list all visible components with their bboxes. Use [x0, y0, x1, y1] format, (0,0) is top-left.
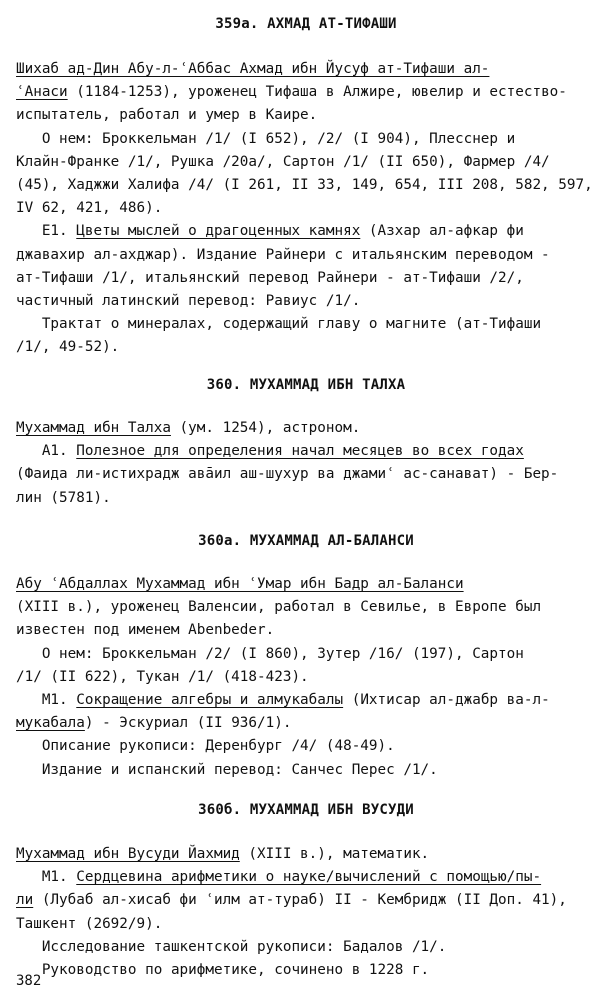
text-line: Мухаммад ибн Вусуди Йахмид (XIII в.), математик. — [16, 846, 430, 862]
section-heading: 360а. МУХАММАД АЛ-БАЛАНСИ — [198, 533, 414, 549]
text-line: известен под именем Abenbeder. — [16, 622, 275, 639]
text-line: О нем: Броккельман /2/ (I 860), Зутер /16/ (197), Сартон — [41, 645, 524, 662]
text-line: джавахир ал-ахджар). Издание Райнери с итальянским переводом - — [16, 246, 550, 263]
section-heading: 360б. МУХАММАД ИБН ВУСУДИ — [198, 802, 414, 818]
entry-body — [16, 573, 596, 782]
text-line: О нем: Броккельман /1/ (I 652), /2/ (I 904), Плесснер и — [41, 130, 516, 147]
text-line: М1. Сокращение алгебры и алмукабалы (Ихтисар ал-джабр ва-л- — [16, 692, 550, 709]
text-line: Е1. Цветы мыслей о драгоценных камнях (Азхар ал-афкар фи — [16, 223, 524, 240]
text-line: IV 62, 421, 486). — [16, 200, 163, 217]
text-line: Трактат о минералах, содержащий главу о магните (ат-Тифаши — [41, 316, 542, 333]
text-line: Издание и испанский перевод: Санчес Перес /1/. — [41, 761, 438, 778]
text-line: ʿАнаси (1184-1253), уроженец Тифаша в Алжире, ювелир и естество- — [16, 84, 567, 101]
section-heading: 359а. АХМАД АТ-ТИФАШИ — [215, 16, 397, 32]
text-line: частичный латинский перевод: Равиус /1/. — [16, 293, 361, 310]
page-number: 382 — [16, 973, 42, 989]
text-line: /1/ (II 622), Тукан /1/ (418-423). — [16, 668, 309, 685]
text-line: Мухаммад ибн Талха (ум. 1254), астроном. — [16, 420, 361, 436]
text-line: А1. Полезное для определения начал месяцев во всех годах — [16, 443, 524, 460]
text-line: Руководство по арифметике, сочинено в 1228 г. — [41, 962, 430, 979]
text-line: испытатель, работал и умер в Каире. — [16, 107, 318, 124]
text-line: (XIII в.), уроженец Валенсии, работал в Севилье, в Европе был — [16, 599, 542, 616]
entry-body — [16, 58, 596, 360]
text-line: лин (5781). — [16, 489, 111, 506]
text-line: ат-Тифаши /1/, итальянский перевод Райнери - ат-Тифаши /2/, — [16, 269, 524, 286]
text-line: Клайн-Франке /1/, Рушка /20а/, Сартон /1/ (II 650), Фармер /4/ — [16, 153, 550, 170]
text-line: мукабала) - Эскуриал (II 936/1). — [16, 715, 292, 732]
text-line: Абу ʿАбдаллах Мухаммад ибн ʿУмар ибн Бадр ал-Баланси — [16, 576, 464, 592]
entry-body — [16, 417, 596, 510]
text-line: /1/, 49-52). — [16, 339, 120, 356]
entry-body — [16, 843, 596, 982]
section-heading: 360. МУХАММАД ИБН ТАЛХА — [206, 377, 406, 393]
text-line: ли (Лубаб ал-хисаб фи ʿилм ат-тураб) II - Кембридж (II Доп. 41), — [16, 892, 567, 909]
text-line: Ташкент (2692/9). — [16, 915, 163, 932]
text-line: Описание рукописи: Деренбург /4/ (48-49). — [41, 738, 395, 755]
text-line: (45), Хаджжи Халифа /4/ (I 261, II 33, 149, 654, III 208, 582, 597, — [16, 177, 593, 194]
text-line: Исследование ташкентской рукописи: Бадалов /1/. — [41, 938, 447, 955]
text-line: М1. Сердцевина арифметики о науке/вычислений с помощью/пы- — [16, 869, 542, 886]
text-line: Шихаб ад-Дин Абу-л-ʿАббас Ахмад ибн Йусуф ат-Тифаши ал- — [16, 61, 490, 77]
text-line: (Фаида ли-истихрадж авāил аш-шухур ва джамиʿ ас-санават) - Бер- — [16, 466, 559, 483]
